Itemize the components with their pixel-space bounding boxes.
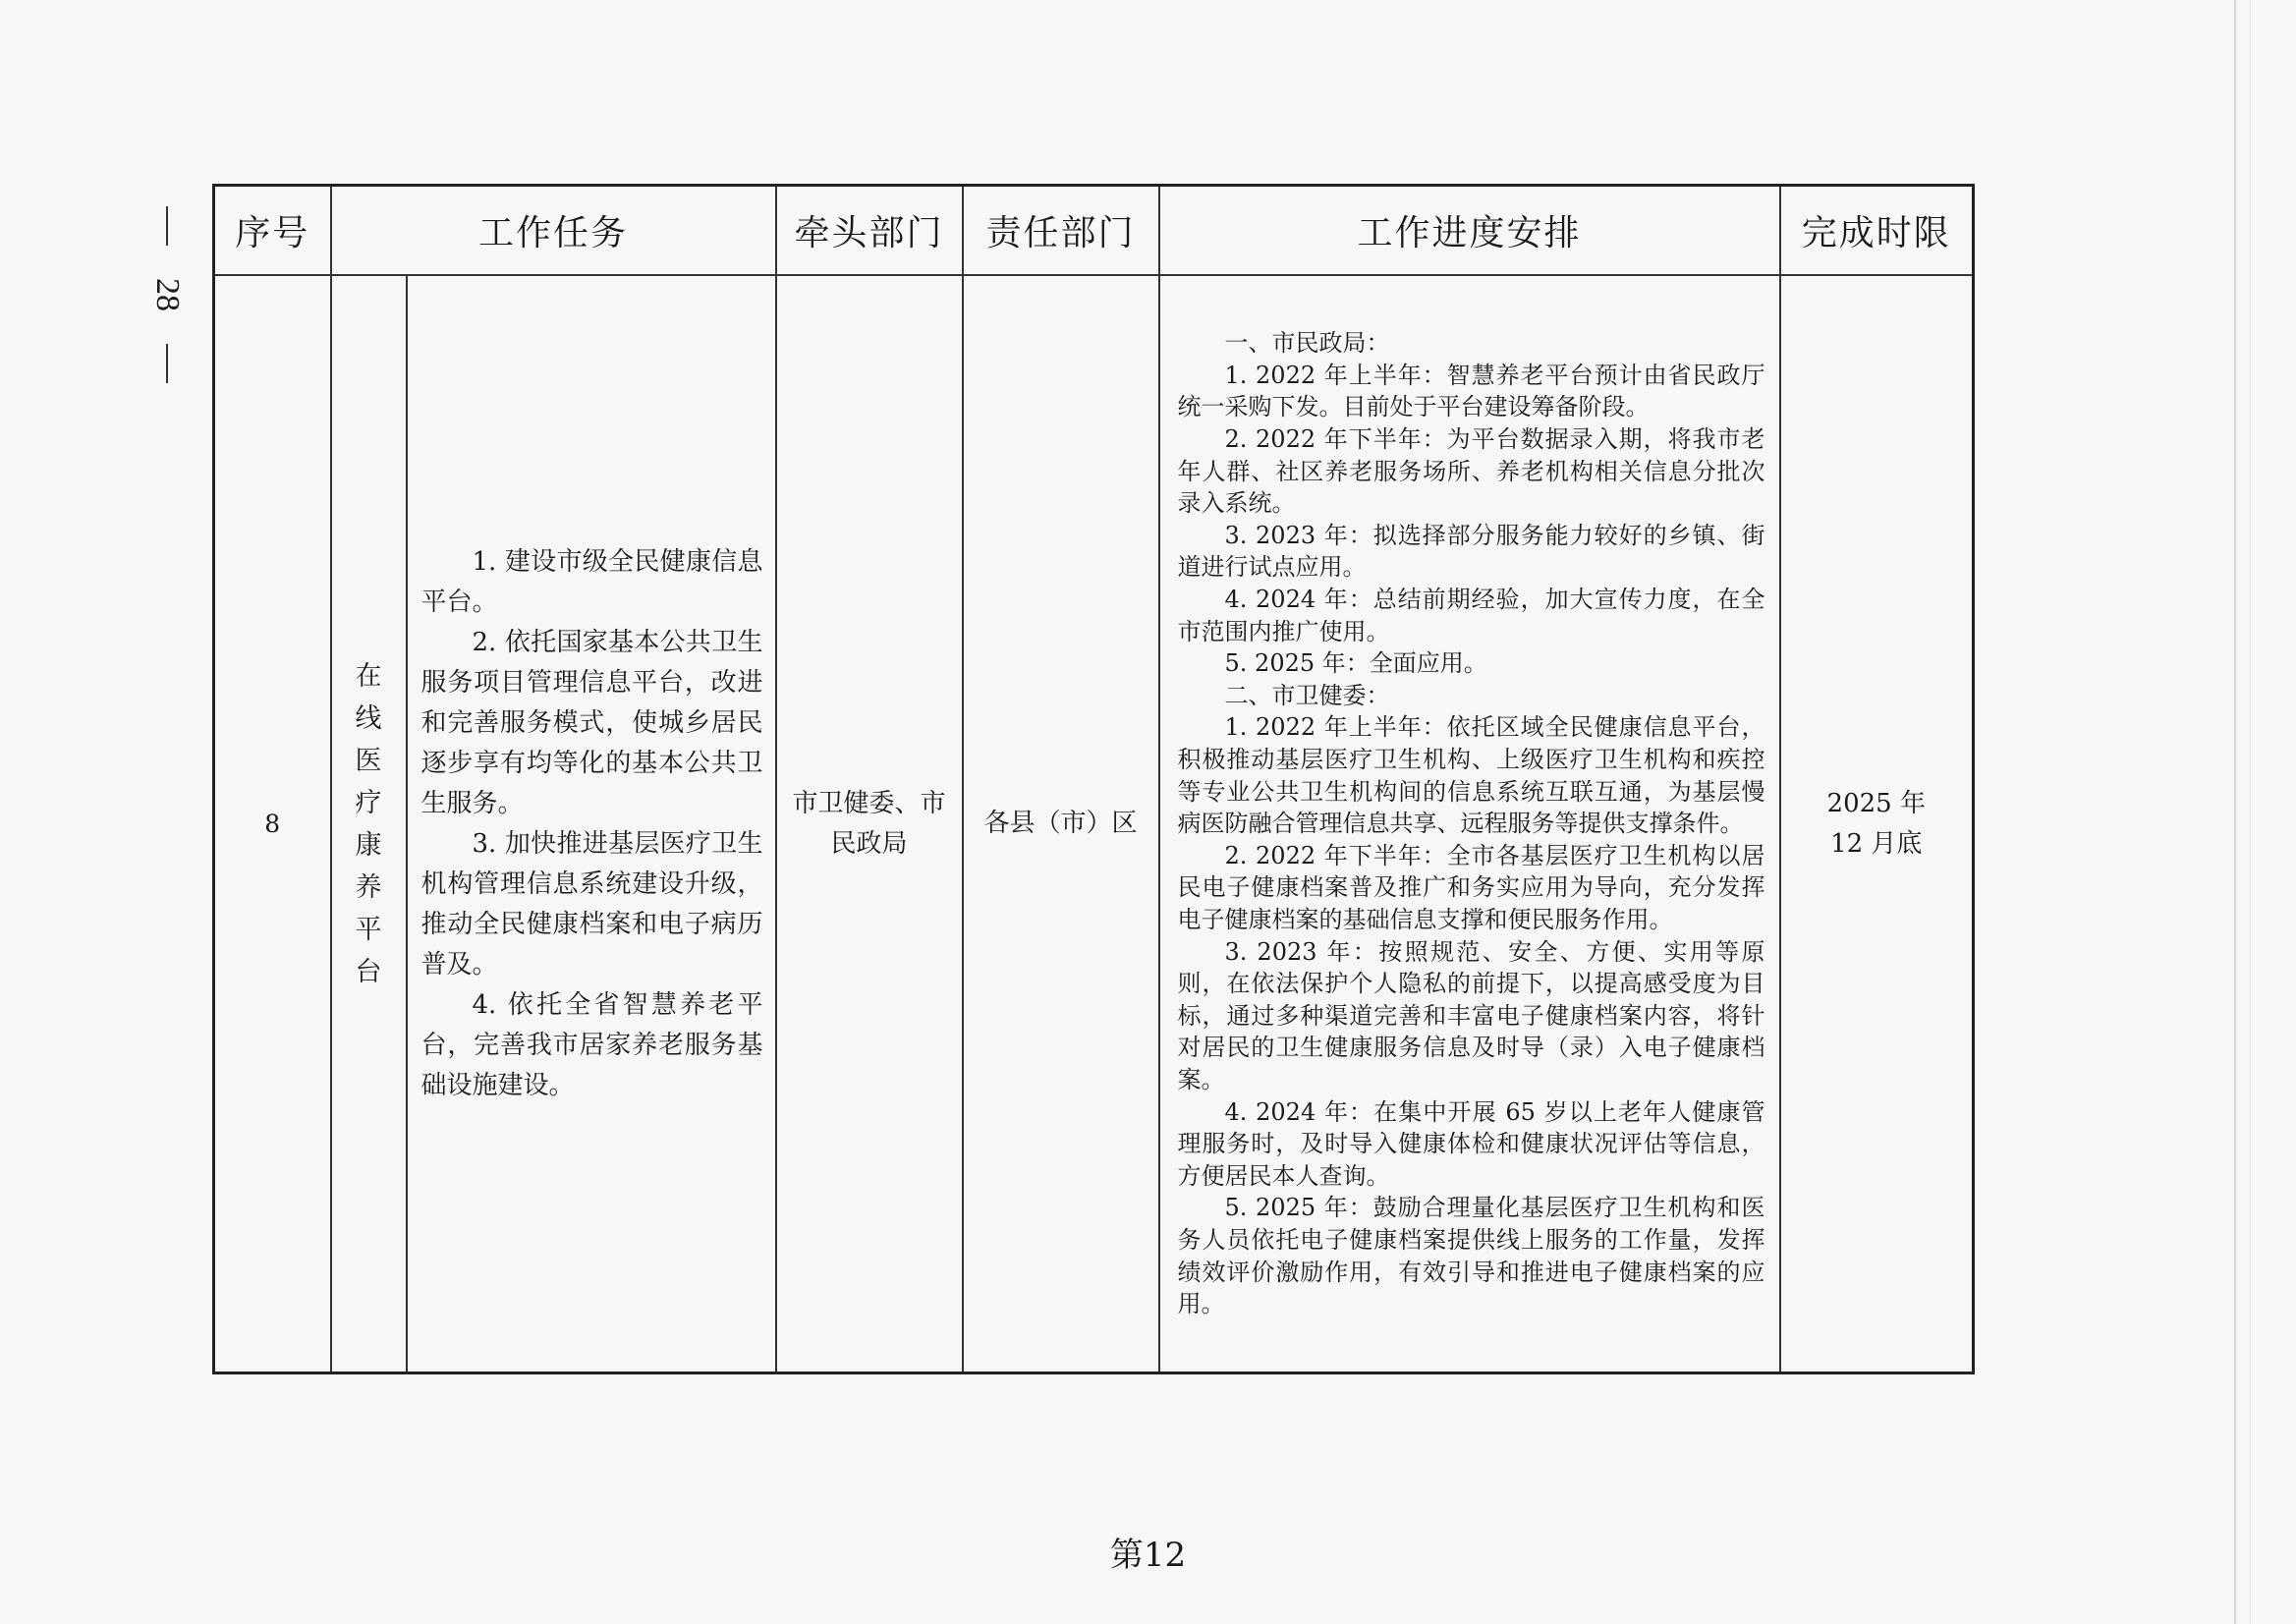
schedule-heading: 一、市民政局： [1224,329,1390,358]
cell-schedule [1159,275,1780,1373]
side-page-number [138,206,196,383]
schedule-item: 1. 2022 年上半年：智慧养老平台预计由省民政厅统一采购下发。目前处于平台建设筹备阶段。 [1177,361,1765,421]
schedule-item: 3. 2023 年：按照规范、安全、方便、实用等原则，在依法保护个人隐私的前提下，以提高感受度为目标，通过多种渠道完善和丰富电子健康档案内容，将针对居民的卫生健康服务信息及时导（录）入电子健康档案。 [1177,937,1765,1093]
page-edge-line-inner [2250,0,2251,1624]
schedule-item: 1. 2022 年上半年：依托区域全民健康信息平台，积极推动基层医疗卫生机构、上级医疗卫生机构和疾控等专业公共卫生机构间的信息系统互联互通，为基层慢病医防融合管理信息共享、远程服务等提供支撑条件。 [1177,713,1765,838]
header-task: 工作任务 [331,186,776,276]
schedule-item: 4. 2024 年：在集中开展 65 岁以上老年人健康管理服务时，及时导入健康体检和健康状况评估等信息，方便居民本人查询。 [1177,1097,1765,1190]
footer-page-number: 第12 [1109,1536,1187,1575]
deadline-text: 2025 年 12 月底 [1826,788,1926,859]
resp-dept-text: 各县（市）区 [983,809,1138,838]
table-header-row [214,186,1974,276]
table-row [214,275,1974,1373]
lead-dept-text: 市卫健委、市民政局 [792,788,946,859]
schedule-item: 2. 2022 年下半年：为平台数据录入期，将我市老年人群、社区养老服务场所、养老机构相关信息分批次录入系统。 [1177,425,1765,518]
task-item: 2. 依托国家基本公共卫生服务项目管理信息平台，改进和完善服务模式，使城乡居民逐步享有均等化的基本公共卫生服务。 [420,627,763,818]
page-edge-line [2234,0,2236,1624]
cell-seq: 8 [214,275,331,1373]
cell-tasks [407,275,776,1373]
schedule-heading: 二、市卫健委： [1224,681,1390,709]
side-page-number-text: 28 [149,278,186,311]
header-seq: 序号 [214,186,331,276]
header-schedule: 工作进度安排 [1159,186,1780,276]
schedule-item: 5. 2025 年：鼓励合理量化基层医疗卫生机构和医务人员依托电子健康档案提供线上服务的工作量，发挥绩效评价激励作用，有效引导和推进电子健康档案的应用。 [1177,1194,1765,1318]
task-item: 3. 加快推进基层医疗卫生机构管理信息系统建设升级，推动全民健康档案和电子病历普及。 [420,828,763,980]
cell-lead-dept [776,275,963,1373]
schedule-item: 2. 2022 年下半年：全市各基层医疗卫生机构以居民电子健康档案普及推广和务实应用为导向，充分发挥电子健康档案的基础信息支撑和便民服务作用。 [1177,841,1765,933]
task-item: 4. 依托全省智慧养老平台，完善我市居家养老服务基础设施建设。 [420,989,763,1100]
schedule-item: 4. 2024 年：总结前期经验，加大宣传力度，在全市范围内推广使用。 [1177,586,1765,645]
cell-resp-dept [963,275,1159,1373]
schedule-list [1160,327,1779,1319]
category-text: 在线医疗康养平台 [355,660,382,987]
header-deadline: 完成时限 [1780,186,1974,276]
task-item: 1. 建设市级全民健康信息平台。 [420,546,763,617]
schedule-item: 3. 2023 年：拟选择部分服务能力较好的乡镇、街道进行试点应用。 [1177,521,1765,582]
task-list [408,542,775,1106]
side-dash-top [166,206,168,246]
header-lead-dept: 牵头部门 [776,186,963,276]
side-dash-bottom [166,344,168,383]
header-resp-dept: 责任部门 [963,186,1159,276]
schedule-item: 5. 2025 年：全面应用。 [1224,649,1487,678]
cell-deadline [1780,275,1974,1373]
task-table [212,184,1975,1374]
cell-category [331,275,407,1373]
